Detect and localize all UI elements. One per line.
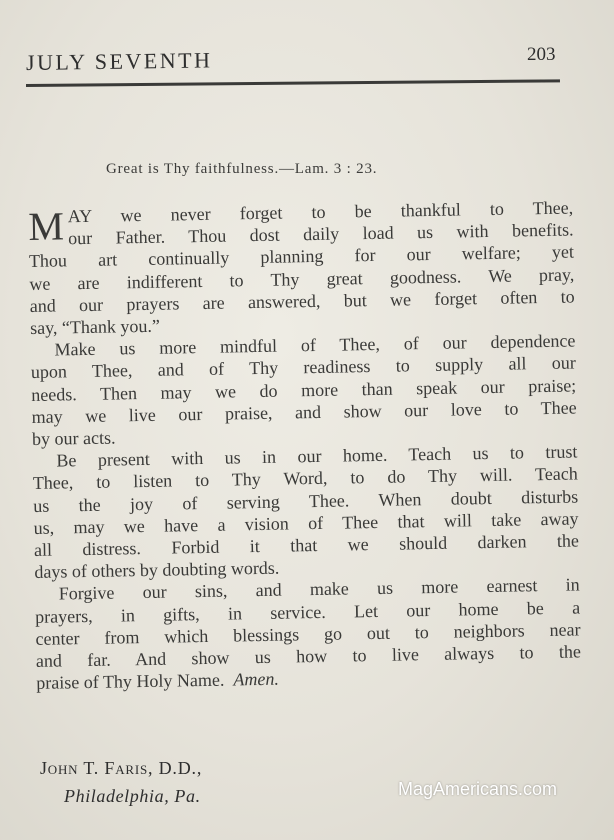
text-line: needs. Then may we do more than speak our praise; (31, 375, 577, 405)
author-name: John T. Faris, D.D., (40, 758, 203, 778)
text-line: our Father. Thou dost daily load us with benefits. (67, 219, 574, 249)
text-line: say, “Thank you.” (29, 315, 161, 338)
text-line: Be present with us in our home. Teach us to trust (56, 441, 578, 471)
text-line: Make us more mindful of Thee, of our dependence (54, 330, 576, 360)
text-line: praise of Thy Holy Name. (36, 669, 225, 694)
text-line: prayers, in gifts, in service. Let our home be a (34, 597, 581, 627)
text-line: center from which blessings go out to neighbors near (35, 619, 581, 649)
text-line: Forgive our sins, and make us more earnest in (58, 574, 580, 604)
text-line: and our prayers are answered, but we forget often to (29, 286, 575, 316)
text-line: we are indifferent to Thy great goodness. We pray, (29, 264, 575, 294)
text-line: all distress. Forbid it that we should darken the (33, 530, 580, 560)
text-line: Thou art continually planning for our welfare; yet (28, 241, 575, 272)
epigraph-verse: Great is Thy faithfulness.—Lam. 3 : 23. (106, 161, 378, 177)
paragraph-4-cont (35, 596, 581, 694)
paragraph-1 (28, 196, 575, 339)
watermark: MagAmericans.com (398, 779, 558, 799)
drop-cap: M (27, 203, 65, 249)
text-line: Thee, to listen to Thy Word, to do Thy will. Teach (32, 463, 578, 494)
text-line: and far. And show us how to live always to the (35, 641, 582, 671)
header-rule (26, 79, 560, 87)
amen-word: Amen. (233, 668, 280, 690)
prayer-body (28, 196, 581, 694)
text-line: upon Thee, and of Thy readiness to supply all our (30, 352, 576, 383)
page-header-title: JULY SEVENTH (25, 47, 213, 75)
text-line: by our acts. (31, 427, 116, 449)
text-line: days of others by doubting words. (34, 557, 280, 583)
text-line: may we live our praise, and show our love to Thee (31, 397, 577, 427)
text-line: us the joy of serving Thee. When doubt disturbs (33, 486, 579, 516)
paragraph-2-cont (31, 352, 577, 450)
text-line: AY we never forget to be thankful to Thee, (67, 197, 574, 227)
text-line: us, may we have a vision of Thee that will take away (33, 508, 579, 538)
paragraph-3-cont (33, 463, 580, 584)
author-place: Philadelphia, Pa. (64, 786, 201, 806)
page-number: 203 (527, 44, 556, 65)
